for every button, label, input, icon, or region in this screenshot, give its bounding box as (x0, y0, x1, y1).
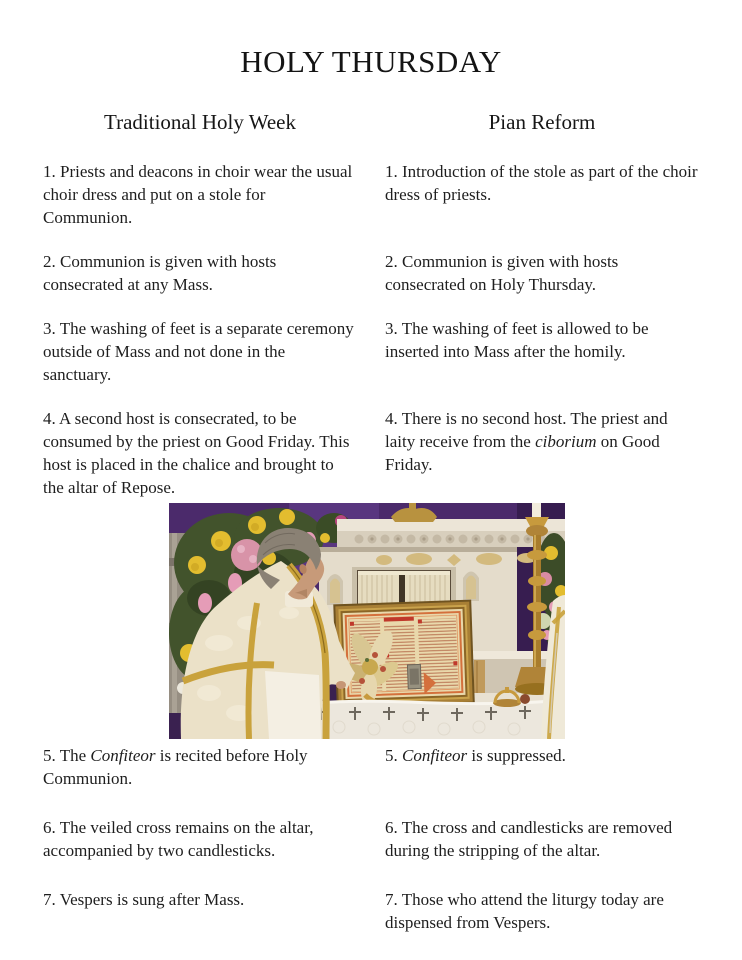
column-headers (0, 110, 742, 135)
item-left-6: 6. The veiled cross remains on the altar, accompanied by two candlesticks. (43, 818, 314, 860)
item-left-5: 5. The Confiteor is recited before Holy Communion. (43, 746, 308, 788)
altar-photo (169, 503, 565, 739)
column-header-pian: Pian Reform (488, 110, 596, 134)
italic-term: ciborium (535, 432, 597, 451)
comparison-rows-top (0, 160, 742, 499)
item-left-1: 1. Priests and deacons in choir wear the usual choir dress and put on a stole for Communion. (43, 162, 353, 227)
item-left-4: 4. A second host is consecrated, to be consumed by the priest on Good Friday. This host is placed in the chalice and brought to the altar of Repose. (43, 409, 350, 497)
item-right-3: 3. The washing of feet is allowed to be inserted into Mass after the homily. (385, 319, 649, 361)
item-right-7: 7. Those who attend the liturgy today are dispensed from Vespers. (385, 890, 664, 932)
item-right-5: 5. Confiteor is suppressed. (385, 746, 566, 765)
italic-term: Confiteor (402, 746, 468, 765)
item-right-4: 4. There is no second host. The priest and laity receive from the ciborium on Good Friday. (385, 409, 668, 474)
alb (265, 671, 321, 739)
item-right-1: 1. Introduction of the stole as part of the choir dress of priests. (385, 162, 698, 204)
page-title: HOLY THURSDAY (240, 44, 502, 79)
column-header-traditional: Traditional Holy Week (104, 110, 296, 134)
hand (336, 681, 346, 689)
item-right-2: 2. Communion is given with hosts consecrated on Holy Thursday. (385, 252, 619, 294)
framed-altar-card (333, 600, 475, 709)
italic-term: Confiteor (90, 746, 156, 765)
item-left-7: 7. Vespers is sung after Mass. (43, 890, 245, 909)
comparison-rows-bottom (0, 744, 742, 934)
item-left-3: 3. The washing of feet is a separate ceremony outside of Mass and not done in the sanctuary. (43, 319, 354, 384)
item-left-2: 2. Communion is given with hosts consecrated at any Mass. (43, 252, 277, 294)
item-right-6: 6. The cross and candlesticks are removed during the stripping of the altar. (385, 818, 673, 860)
tan-marble-column (474, 660, 485, 694)
